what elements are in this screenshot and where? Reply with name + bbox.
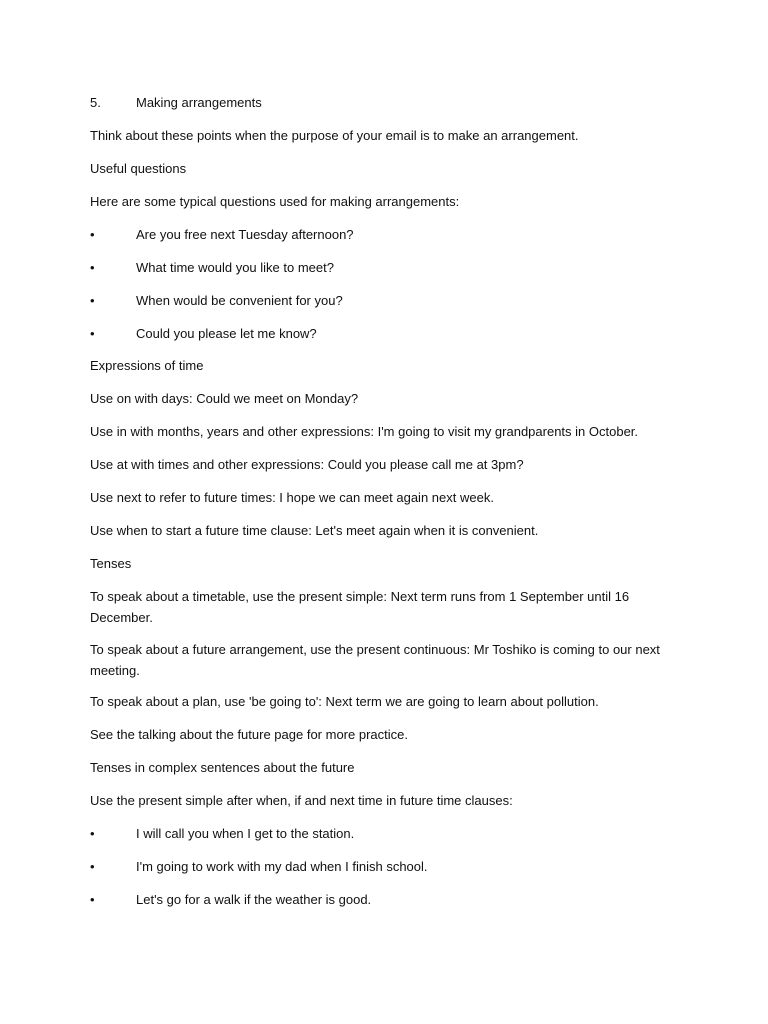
paragraph: Use in with months, years and other expressions: I'm going to visit my grandparents in October. — [90, 424, 639, 439]
useful-questions-heading: Useful questions — [90, 161, 187, 176]
list-item-text: When would be convenient for you? — [136, 293, 343, 308]
section-heading — [90, 92, 680, 113]
list-item-text: Are you free next Tuesday afternoon? — [136, 227, 354, 242]
paragraph: See the talking about the future page for more practice. — [90, 727, 408, 742]
paragraph: Use at with times and other expressions: Could you please call me at 3pm? — [90, 457, 524, 472]
useful-questions-lead: Here are some typical questions used for making arrangements: — [90, 194, 460, 209]
bullet: • — [90, 260, 95, 275]
list-item-text: What time would you like to meet? — [136, 260, 334, 275]
expressions-of-time-heading: Expressions of time — [90, 358, 204, 373]
paragraph: To speak about a future arrangement, use the present continuous: Mr Toshiko is coming to our next meeting. — [90, 642, 660, 678]
paragraph: Use when to start a future time clause: Let's meet again when it is convenient. — [90, 523, 539, 538]
complex-sentences-lead: Use the present simple after when, if and next time in future time clauses: — [90, 793, 513, 808]
bullet: • — [90, 326, 95, 341]
bullet: • — [90, 227, 95, 242]
tenses-heading: Tenses — [90, 556, 132, 571]
complex-sentences-heading: Tenses in complex sentences about the future — [90, 760, 355, 775]
bullet: • — [90, 859, 95, 874]
intro-paragraph: Think about these points when the purpose of your email is to make an arrangement. — [90, 128, 579, 143]
list-item-text: Could you please let me know? — [136, 326, 317, 341]
paragraph: To speak about a timetable, use the present simple: Next term runs from 1 September until 16 December. — [90, 589, 630, 625]
bullet: • — [90, 826, 95, 841]
paragraph: To speak about a plan, use 'be going to': Next term we are going to learn about pollution. — [90, 694, 599, 709]
section-title: Making arrangements — [136, 95, 262, 110]
paragraph: Use next to refer to future times: I hope we can meet again next week. — [90, 490, 494, 505]
list-item-text: Let's go for a walk if the weather is good. — [136, 892, 372, 907]
section-number: 5. — [90, 95, 101, 110]
list-item-text: I will call you when I get to the station. — [136, 826, 355, 841]
bullet: • — [90, 293, 95, 308]
bullet: • — [90, 892, 95, 907]
paragraph: Use on with days: Could we meet on Monday? — [90, 391, 359, 406]
list-item-text: I'm going to work with my dad when I finish school. — [136, 859, 428, 874]
